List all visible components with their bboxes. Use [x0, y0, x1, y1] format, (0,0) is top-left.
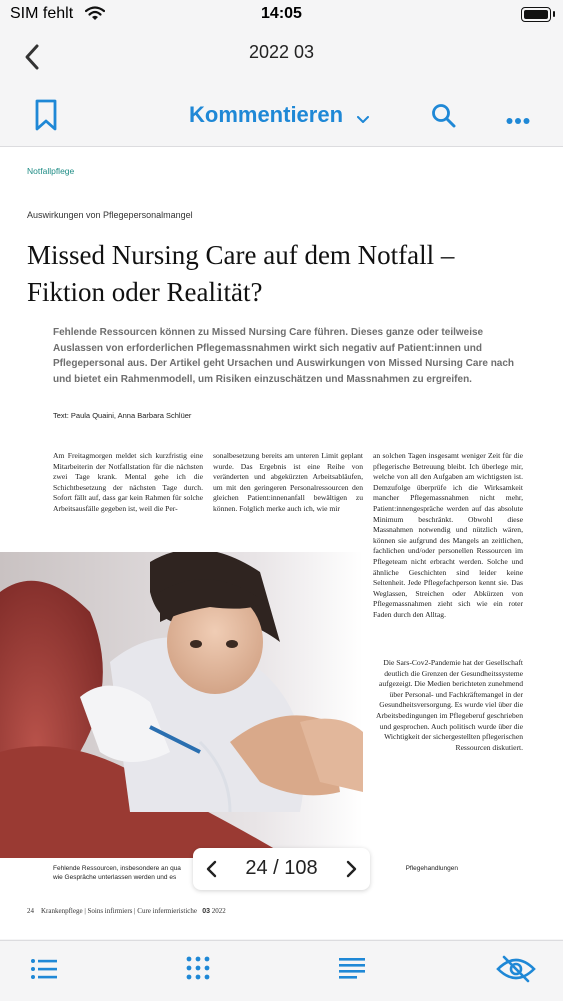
folio-page-number: 24 [27, 907, 34, 915]
caption-left-line-1: Fehlende Ressourcen, insbesondere an qua [53, 865, 181, 872]
page-navigator [193, 848, 370, 890]
page-folio [27, 907, 226, 915]
search-icon[interactable] [431, 103, 457, 134]
next-chevron-icon[interactable] [344, 860, 358, 883]
text-icon[interactable] [339, 956, 365, 985]
article-kicker: Auswirkungen von Pflegepersonalmangel [27, 210, 193, 220]
issue-title: 2022 03 [248, 42, 315, 62]
total-pages: 108 [284, 857, 318, 879]
article-lead: Fehlende Ressourcen können zu Missed Nursing Care führen. Dieses ganze oder teilweise Auslassen von erforderlichen Pflegemassnahmen wirkt sich negativ auf Patient:innen und Pflegepersonal aus. Der Artikel geht Ursachen und Auswirkungen von Missed Nursing Care nach und bietet ein Rahmenmodell, um Risiken einzuschätzen und Massnahmen zu ergreifen. [53, 327, 515, 385]
section-label: Notfallpflege [27, 166, 75, 176]
grid-icon[interactable] [186, 956, 210, 985]
folio-publication: Krankenpflege | Soins infirmiers | Cure infermieristiche [41, 907, 197, 915]
battery-icon [521, 7, 551, 22]
list-icon[interactable] [30, 956, 58, 987]
article-column-4: Die Sars-Cov2-Pandemie hat der Gesellschaft deutlich die Grenzen der Gesundheitssysteme aufgezeigt. Die Medien berichteten zunehmend über Personal- und Fachkräftemangel in der Gesundheitsversorgung. Es wurde viel über die Arbeitsbedingungen im Pflegeberuf geschrieben und gesprochen. Auch politisch wurde über die Wichtigkeit der sichergestellten pflegerischen Ressourcen diskutiert. [376, 658, 523, 752]
magazine-page[interactable] [0, 147, 563, 939]
clock: 14:05 [261, 5, 302, 22]
comment-button[interactable]: Kommentieren [189, 102, 344, 127]
article-column-2: sonalbesetzung bereits am unteren Limit geplant wurde. Das Ergebnis ist eine Reihe von veränderten und abgekürzten Arbeitsabläufen, um mit den geringeren Personalressourcen den gleichen Patient:innenanfall bewältigen zu können. Folglich merke auch ich, wie mir [213, 451, 363, 513]
carrier-label: SIM fehlt [10, 5, 74, 22]
caption-left-line-2: wie Gespräche unterlassen werden und es [53, 874, 177, 881]
reader-toolbar [0, 88, 563, 147]
article-headline: Missed Nursing Care auf dem Notfall – Fiktion oder Realität? [27, 240, 455, 307]
caption-right: Pflegehandlungen [405, 865, 458, 872]
eye-slash-icon[interactable] [496, 955, 536, 988]
article-column-1: Am Freitagmorgen meldet sich kurzfristig eine Mitarbeiterin der Notfallstation für die nächsten zwei Tage krank. Mental gehe ich die Schichtbesetzung der nächsten Tage durch. Sofort fällt auf, dass gar kein Rahmen für solche Arbeitsausfälle gegeben ist, weil die Per- [53, 451, 203, 513]
bottom-tab-bar [0, 940, 563, 1001]
folio-issue: 03 [202, 908, 211, 915]
current-page: 24 [245, 857, 268, 879]
article-photo [0, 552, 363, 858]
status-bar [0, 0, 563, 30]
folio-year: 2022 [211, 907, 226, 915]
more-icon[interactable] [506, 112, 530, 130]
article-column-3: an solchen Tagen insgesamt weniger Zeit für die pflegerische Betreuung bleibt. Ich überlege mir, welche von all den Aufgaben am wichtigsten ist. Demzufolge überprüfe ich die Wirksamkeit mancher Pflegemassnahmen nicht mehr, Patient:innengespräche werden auf das absolute Minimum beschränkt. Obwohl diese Massnahmen notwendig und nützlich wären, können sie aufgrund des Mangels an zeitlichen, fachlichen und/oder personellen Ressourcen im Pflegeteam nicht erbracht werden. Solche und ähnliche Geschichten sind leider keine Seltenheit. Jede Pflegefachperson kennt sie. Das Weglassen, Streichen oder Abkürzen von Pflegemassnahmen zieht sich wie ein roter Faden durch den Alltag. [373, 451, 523, 619]
article-author: Text: Paula Quaini, Anna Barbara Schlüer [53, 411, 192, 420]
chevron-down-icon[interactable] [357, 111, 369, 129]
page-separator: / [273, 857, 279, 879]
bookmark-icon[interactable] [34, 98, 58, 137]
navigation-bar [0, 30, 563, 86]
